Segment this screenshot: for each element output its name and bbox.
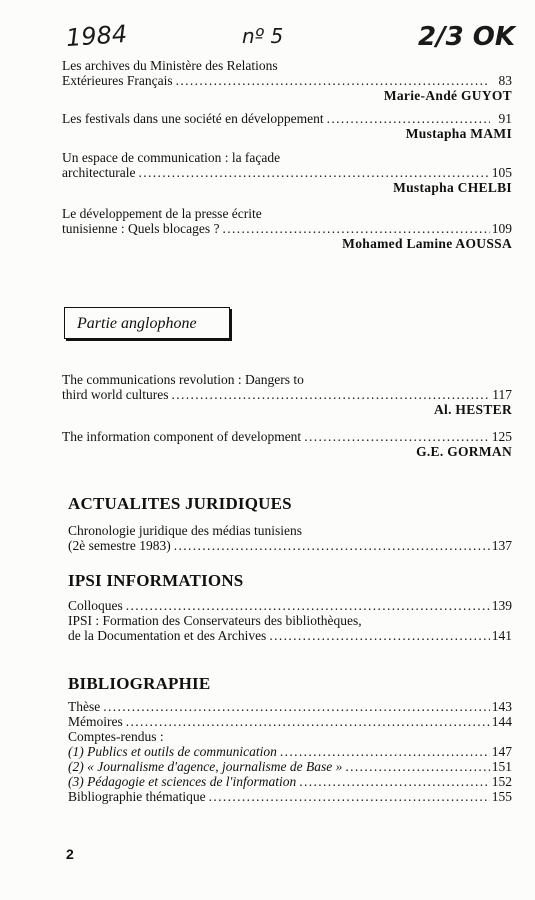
entry-author: Mustapha MAMI	[405, 126, 512, 141]
page-number: 2	[66, 846, 74, 862]
toc-entry	[68, 598, 512, 643]
handwritten-issue: nº 5	[242, 24, 284, 48]
list-item: (2) « Journalisme d'agence, journalisme de Base » . . . 151	[68, 759, 512, 774]
section-title-juridiques: ACTUALITES JURIDIQUES	[68, 494, 292, 513]
list-item: Bibliographie thématique . . . 155	[68, 789, 512, 804]
bibliography-list	[68, 699, 512, 804]
section-box-partie-anglophone: Partie anglophone	[64, 307, 230, 339]
toc-entry	[62, 150, 512, 195]
entry-author: G.E. GORMAN	[416, 444, 512, 459]
entry-page: 109	[491, 221, 512, 236]
entry-title-line1: Le développement de la presse écrite	[62, 206, 262, 221]
entry-title-line1: IPSI : Formation des Conservateurs des bibliothèques,	[68, 613, 362, 628]
entry-title-line1: Les archives du Ministère des Relations	[62, 58, 278, 73]
entry-page: 117	[492, 387, 512, 402]
list-item: (1) Publics et outils de communication . . . 147	[68, 744, 512, 759]
entry-title-line1: Un espace de communication : la façade	[62, 150, 281, 165]
entry-author: Marie-Andé GUYOT	[383, 88, 512, 103]
entry-title-line2: third world cultures	[62, 387, 169, 402]
entry-title: The information component of development	[62, 429, 302, 444]
toc-entry	[62, 206, 512, 251]
entry-author: Mohamed Lamine AOUSSA	[342, 236, 512, 251]
list-item: Thèse . . . 143	[68, 699, 512, 714]
list-item: Comptes-rendus :	[68, 729, 164, 744]
entry-page: 137	[491, 538, 512, 553]
entry-title-line2: tunisienne : Quels blocages ?	[62, 221, 220, 236]
entry-title-line1: The communications revolution : Dangers to	[62, 372, 304, 387]
entry-title: Les festivals dans une société en développement	[62, 111, 324, 126]
section-title-ipsi: IPSI INFORMATIONS	[68, 571, 244, 590]
entry-page: 91	[498, 111, 512, 126]
list-item: (3) Pédagogie et sciences de l'information . . . 152	[68, 774, 512, 789]
toc-entry	[62, 429, 512, 459]
entry-page: 125	[491, 429, 512, 444]
entry-title-line2: (2è semestre 1983)	[68, 538, 171, 553]
toc-entry	[62, 372, 512, 417]
entry-page: 105	[491, 165, 512, 180]
handwritten-note: 2/3 OK	[418, 22, 515, 52]
entry-page: 139	[491, 598, 512, 613]
handwritten-year: 1984	[65, 19, 128, 53]
entry-title-line1: Chronologie juridique des médias tunisiens	[68, 523, 302, 538]
entry-page: 83	[498, 73, 512, 88]
entry-author: Al. HESTER	[433, 402, 512, 417]
toc-entry	[62, 111, 512, 141]
entry-title-line2: de la Documentation et des Archives	[68, 628, 267, 643]
entry-title-line2: architecturale	[62, 165, 136, 180]
toc-entry	[68, 523, 512, 553]
entry-page: 141	[491, 628, 512, 643]
list-item: Mémoires . . . 144	[68, 714, 512, 729]
entry-author: Mustapha CHELBI	[393, 180, 512, 195]
section-title-bibliographie: BIBLIOGRAPHIE	[68, 674, 211, 693]
entry-title-line2: Extérieures Français	[62, 73, 173, 88]
entry-title: Colloques	[68, 598, 123, 613]
toc-entry	[62, 58, 512, 103]
